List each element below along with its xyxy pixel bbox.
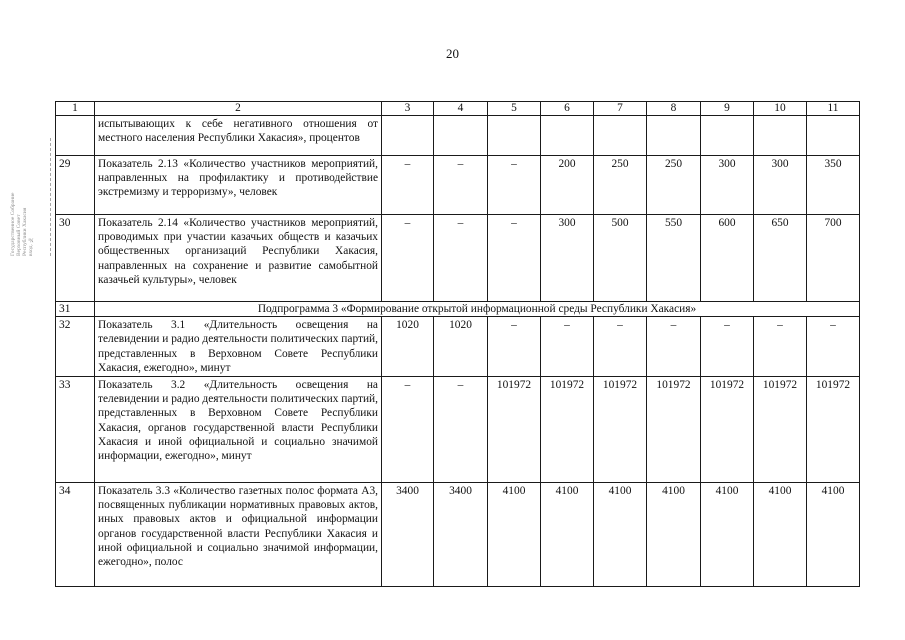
column-number-header-row — [56, 102, 860, 116]
indicator-value-col-6: 200 — [541, 156, 594, 215]
indicator-description: Показатель 3.3 «Количество газетных полос формата А3, посвященных публикации нормативных правовых актов, иных правовых актов и официальной информации органов государственной власти Республики Хакасия и иной официальной и социально значимой информации, ежегодно», полос — [95, 483, 382, 587]
indicator-value-col-11: – — [807, 317, 860, 377]
indicator-value-col-7: 500 — [594, 215, 647, 302]
indicator-value-col-8: 550 — [647, 215, 701, 302]
table-row — [56, 116, 860, 156]
indicator-value-col-10: 4100 — [754, 483, 807, 587]
indicator-value-col-11 — [807, 116, 860, 156]
indicator-value-col-9: 300 — [701, 156, 754, 215]
table-row — [56, 483, 860, 587]
indicator-value-col-7: 250 — [594, 156, 647, 215]
indicator-value-col-10: 300 — [754, 156, 807, 215]
subprogram-title: Подпрограмма 3 «Формирование открытой информационной среды Республики Хакасия» — [95, 302, 860, 317]
column-header-3: 3 — [382, 102, 434, 116]
indicator-value-col-5: – — [488, 156, 541, 215]
indicator-value-col-3 — [382, 116, 434, 156]
indicator-description: Показатель 2.13 «Количество участников мероприятий, направленных на профилактику и противодействие экстремизму и терроризму», человек — [95, 156, 382, 215]
indicator-value-col-4 — [434, 116, 488, 156]
indicator-value-col-9 — [701, 116, 754, 156]
indicator-value-col-5: – — [488, 317, 541, 377]
indicator-value-col-8: 101972 — [647, 377, 701, 483]
indicator-value-col-6: 4100 — [541, 483, 594, 587]
indicator-value-col-7: 101972 — [594, 377, 647, 483]
indicator-description: испытывающих к себе негативного отношения от местного населения Республики Хакасия», процентов — [95, 116, 382, 156]
table-row — [56, 156, 860, 215]
indicator-value-col-11: 4100 — [807, 483, 860, 587]
indicator-value-col-10: – — [754, 317, 807, 377]
indicator-value-col-5: 4100 — [488, 483, 541, 587]
indicator-value-col-10: 650 — [754, 215, 807, 302]
column-header-5: 5 — [488, 102, 541, 116]
indicator-value-col-6 — [541, 116, 594, 156]
indicator-value-col-4: – — [434, 215, 488, 302]
column-header-11: 11 — [807, 102, 860, 116]
indicator-description: Показатель 3.2 «Длительность освещения на телевидении и радио деятельности политических партий, представленных в Верховном Совете Республики Хакасия, органов государственной власти Республики Хакасия и иной официальной и социально значимой информации, ежегодно», минут — [95, 377, 382, 483]
indicator-value-col-5: – — [488, 215, 541, 302]
page-number: 20 — [446, 46, 459, 61]
indicator-value-col-7 — [594, 116, 647, 156]
registration-stamp: Государственное Собрание Верховный Совет Республики Хакасия вход. № — [10, 138, 51, 256]
indicator-value-col-5: 101972 — [488, 377, 541, 483]
indicator-value-col-3: – — [382, 215, 434, 302]
indicator-value-col-6: 101972 — [541, 377, 594, 483]
table-row — [56, 317, 860, 377]
indicator-value-col-9: 4100 — [701, 483, 754, 587]
indicator-value-col-11: 350 — [807, 156, 860, 215]
indicators-table — [55, 101, 860, 587]
indicator-value-col-3: – — [382, 377, 434, 483]
column-header-7: 7 — [594, 102, 647, 116]
indicator-value-col-10: 101972 — [754, 377, 807, 483]
row-number — [56, 116, 95, 156]
indicator-value-col-7: – — [594, 317, 647, 377]
indicator-value-col-4: 3400 — [434, 483, 488, 587]
indicator-value-col-8: 250 — [647, 156, 701, 215]
column-header-9: 9 — [701, 102, 754, 116]
indicator-value-col-4: 1020 — [434, 317, 488, 377]
indicator-value-col-8: – — [647, 317, 701, 377]
column-header-10: 10 — [754, 102, 807, 116]
indicator-description: Показатель 3.1 «Длительность освещения на телевидении и радио деятельности политических партий, представленных в Верховном Совете Республики Хакасия, ежегодно», минут — [95, 317, 382, 377]
table-body — [56, 116, 860, 587]
indicator-value-col-8 — [647, 116, 701, 156]
table-row — [56, 215, 860, 302]
indicator-value-col-8: 4100 — [647, 483, 701, 587]
table-row — [56, 377, 860, 483]
row-number: 29 — [56, 156, 95, 215]
column-header-6: 6 — [541, 102, 594, 116]
indicator-value-col-10 — [754, 116, 807, 156]
indicator-value-col-9: 600 — [701, 215, 754, 302]
indicator-value-col-6: 300 — [541, 215, 594, 302]
indicator-value-col-7: 4100 — [594, 483, 647, 587]
indicator-value-col-11: 101972 — [807, 377, 860, 483]
indicator-value-col-3: 3400 — [382, 483, 434, 587]
column-header-1: 1 — [56, 102, 95, 116]
row-number: 34 — [56, 483, 95, 587]
row-number: 32 — [56, 317, 95, 377]
column-header-2: 2 — [95, 102, 382, 116]
column-header-4: 4 — [434, 102, 488, 116]
row-number: 31 — [56, 302, 95, 317]
indicator-description: Показатель 2.14 «Количество участников мероприятий, проводимых при участии казачьих обществ и казачьих общественных организаций Республики Хакасия, направленных на сохранение и развитие самобытной казачьей культуры», человек — [95, 215, 382, 302]
indicator-value-col-6: – — [541, 317, 594, 377]
indicator-value-col-5 — [488, 116, 541, 156]
row-number: 33 — [56, 377, 95, 483]
indicator-value-col-9: – — [701, 317, 754, 377]
indicator-value-col-4: – — [434, 377, 488, 483]
indicator-value-col-3: – — [382, 156, 434, 215]
indicator-value-col-3: 1020 — [382, 317, 434, 377]
subprogram-row — [56, 302, 860, 317]
indicator-value-col-9: 101972 — [701, 377, 754, 483]
indicator-value-col-11: 700 — [807, 215, 860, 302]
column-header-8: 8 — [647, 102, 701, 116]
indicator-value-col-4: – — [434, 156, 488, 215]
row-number: 30 — [56, 215, 95, 302]
